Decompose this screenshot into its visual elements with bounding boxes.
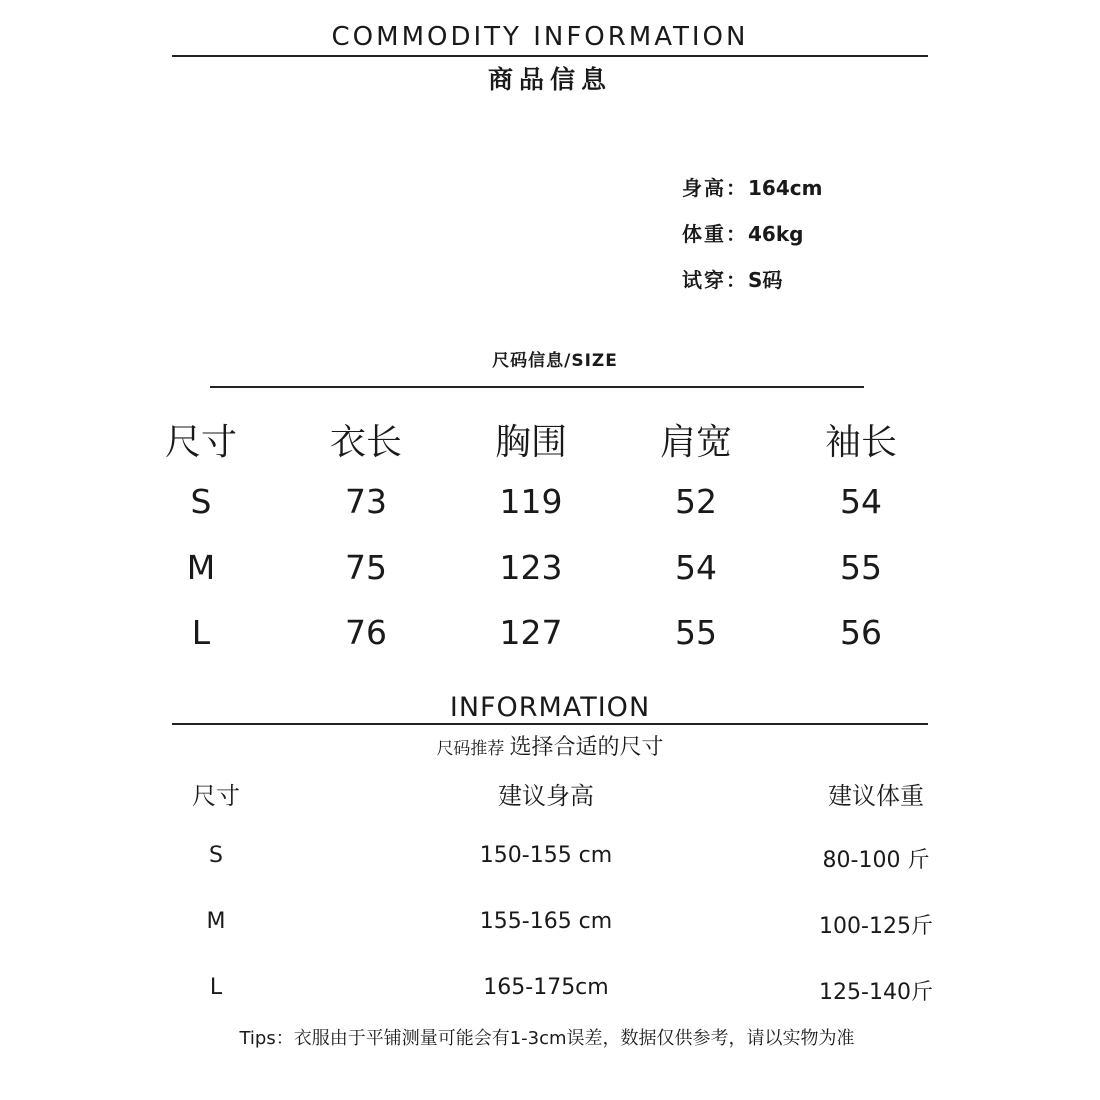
title-chinese: 商品信息 xyxy=(487,65,612,94)
model-height-value: 164cm xyxy=(748,176,823,200)
size-cell: 119 xyxy=(499,482,563,521)
recommend-cell: 100-125斤 xyxy=(819,914,933,939)
info-subtitle-big: 选择合适的尺寸 xyxy=(509,735,664,760)
info-divider xyxy=(172,723,928,725)
size-cell: 75 xyxy=(345,548,387,587)
size-cell: 52 xyxy=(675,482,717,521)
tips-note: Tips：衣服由于平铺测量可能会有1-3cm误差，数据仅供参考，请以实物为准 xyxy=(239,1028,855,1049)
recommend-col-header: 建议身高 xyxy=(498,782,594,810)
size-col-header: 尺寸 xyxy=(164,422,237,463)
info-subtitle xyxy=(0,730,1100,761)
size-divider xyxy=(210,386,864,388)
model-height xyxy=(682,172,822,201)
size-cell: L xyxy=(191,613,211,652)
header-divider xyxy=(172,55,928,57)
recommend-cell: 155-165 cm xyxy=(479,909,613,934)
model-height-label: 身高： xyxy=(682,176,748,200)
info-title-english: INFORMATION xyxy=(449,692,651,723)
size-cell: 127 xyxy=(499,613,563,652)
size-cell: 54 xyxy=(840,482,882,521)
info-subtitle-small: 尺码推荐 xyxy=(436,739,505,759)
size-col-header: 肩宽 xyxy=(659,422,732,463)
recommend-col-header: 尺寸 xyxy=(192,782,240,810)
model-weight-label: 体重： xyxy=(682,222,748,246)
recommend-cell: S xyxy=(209,843,223,868)
recommend-cell: 150-155 cm xyxy=(479,843,613,868)
size-cell: 55 xyxy=(675,613,717,652)
size-cell: 73 xyxy=(345,482,387,521)
size-cell: 76 xyxy=(345,613,387,652)
size-col-header: 袖长 xyxy=(824,422,897,463)
model-weight xyxy=(682,218,803,247)
size-cell: S xyxy=(190,482,212,521)
size-heading: 尺码信息/SIZE xyxy=(492,351,618,371)
recommend-cell: L xyxy=(209,975,223,1000)
model-weight-value: 46kg xyxy=(748,222,804,246)
recommend-cell: 125-140斤 xyxy=(819,980,933,1005)
model-tryon xyxy=(682,264,782,293)
size-cell: 123 xyxy=(499,548,563,587)
recommend-col-header: 建议体重 xyxy=(828,782,924,810)
size-col-header: 胸围 xyxy=(494,422,567,463)
size-cell: 55 xyxy=(840,548,882,587)
recommend-cell: 165-175cm xyxy=(483,975,609,1000)
model-tryon-value: S码 xyxy=(748,268,783,292)
size-col-header: 衣长 xyxy=(329,422,402,463)
size-cell: 56 xyxy=(840,613,882,652)
recommend-cell: 80-100 斤 xyxy=(822,848,930,873)
size-cell: 54 xyxy=(675,548,717,587)
recommend-cell: M xyxy=(206,909,226,934)
model-tryon-label: 试穿： xyxy=(682,268,748,292)
size-cell: M xyxy=(186,548,216,587)
title-english: COMMODITY INFORMATION xyxy=(331,22,749,52)
